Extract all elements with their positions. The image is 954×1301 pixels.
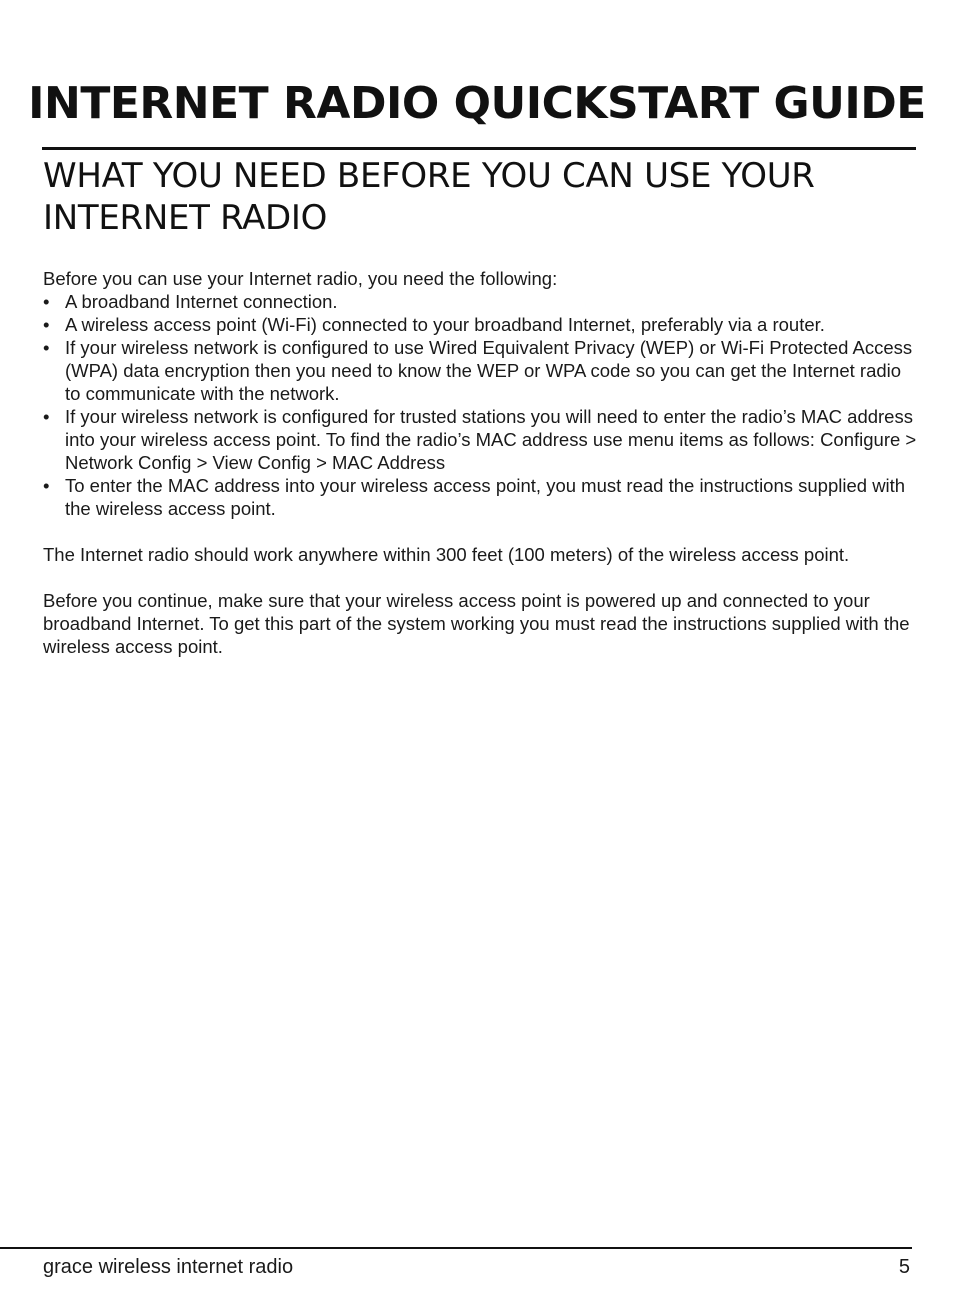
list-item [43, 405, 918, 474]
page-title: INTERNET RADIO QUICKSTART GUIDE [28, 78, 926, 129]
bullet-icon: • [43, 337, 50, 358]
bullet-icon: • [43, 314, 50, 335]
list-item-text: If your wireless network is configured to use Wired Equivalent Privacy (WEP) or Wi-Fi Protected Access (WPA) data encryption then you need to know the WEP or WPA code so you can get the Internet radio to communicate with the network. [65, 337, 913, 404]
list-item-text: If your wireless network is configured for trusted stations you will need to enter the radio’s MAC address into your wireless access point. To find the radio’s MAC address use menu items as follows: Configure > Network Config > View Config > MAC Address [65, 406, 917, 473]
list-item-text: A wireless access point (Wi-Fi) connected to your broadband Internet, preferably via a router. [65, 314, 825, 335]
section-heading: WHAT YOU NEED BEFORE YOU CAN USE YOUR INTERNET RADIO [43, 156, 815, 238]
intro-paragraph: Before you can use your Internet radio, you need the following: [43, 268, 558, 289]
list-item-text: A broadband Internet connection. [65, 291, 338, 312]
bullet-icon: • [43, 406, 50, 427]
title-divider [42, 147, 916, 150]
requirements-list [43, 290, 918, 520]
footer-product-name: grace wireless internet radio [43, 1256, 294, 1278]
list-item [43, 313, 918, 336]
footer-page-number: 5 [898, 1256, 910, 1278]
paragraph-spacer [43, 520, 918, 543]
bullet-icon: • [43, 475, 50, 496]
paragraph-spacer [43, 566, 918, 589]
footer-divider [0, 1247, 912, 1249]
list-item [43, 290, 918, 313]
list-item-text: To enter the MAC address into your wireless access point, you must read the instructions supplied with the wireless access point. [65, 475, 906, 519]
body-content [43, 267, 918, 658]
list-item [43, 474, 918, 520]
bullet-icon: • [43, 291, 50, 312]
range-paragraph: The Internet radio should work anywhere within 300 feet (100 meters) of the wireless access point. [43, 544, 850, 565]
list-item [43, 336, 918, 405]
continue-paragraph: Before you continue, make sure that your wireless access point is powered up and connected to your broadband Internet. To get this part of the system working you must read the instructions supplied with the wireless access point. [43, 590, 910, 657]
